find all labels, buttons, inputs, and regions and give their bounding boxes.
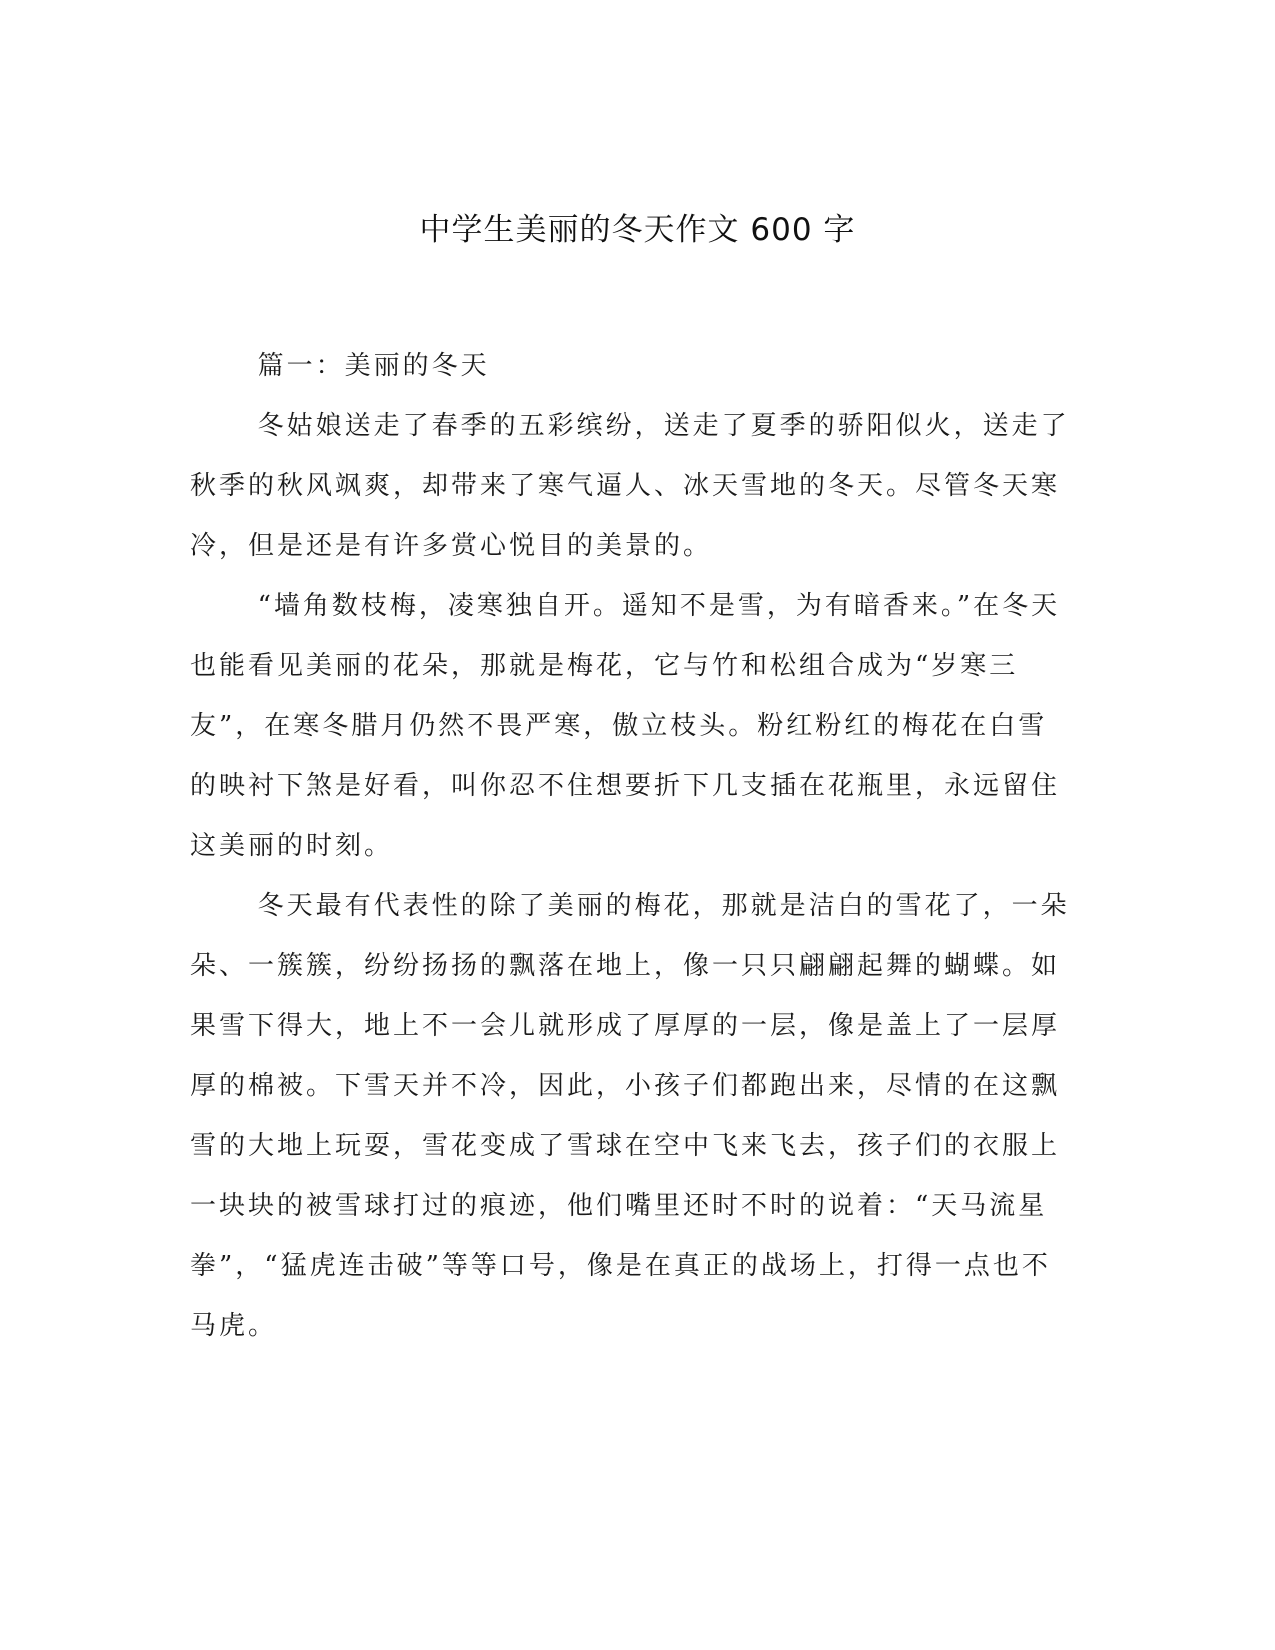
document-body <box>190 336 1070 1356</box>
paragraph: “墙角数枝梅，凌寒独自开。遥知不是雪，为有暗香来。”在冬天也能看见美丽的花朵，那就是梅花，它与竹和松组合成为“岁寒三友”，在寒冬腊月仍然不畏严寒，傲立枝头。粉红粉红的梅花在白雪的映衬下煞是好看，叫你忍不住想要折下几支插在花瓶里，永远留住这美丽的时刻。 <box>190 591 1061 861</box>
paragraph: 冬姑娘送走了春季的五彩缤纷，送走了夏季的骄阳似火，送走了秋季的秋风飒爽，却带来了寒气逼人、冰天雪地的冬天。尽管冬天寒冷，但是还是有许多赏心悦目的美景的。 <box>190 411 1070 561</box>
document-title: 中学生美丽的冬天作文 600 字 <box>419 212 856 248</box>
paragraph: 冬天最有代表性的除了美丽的梅花，那就是洁白的雪花了，一朵朵、一簇簇，纷纷扬扬的飘落在地上，像一只只翩翩起舞的蝴蝶。如果雪下得大，地上不一会儿就形成了厚厚的一层，像是盖上了一层厚厚的棉被。下雪天并不冷，因此，小孩子们都跑出来，尽情的在这飘雪的大地上玩耍，雪花变成了雪球在空中飞来飞去，孩子们的衣服上一块块的被雪球打过的痕迹，他们嘴里还时不时的说着：“天马流星拳”，“猛虎连击破”等等口号，像是在真正的战场上，打得一点也不马虎。 <box>190 891 1070 1341</box>
section-heading: 篇一：美丽的冬天 <box>257 351 490 381</box>
